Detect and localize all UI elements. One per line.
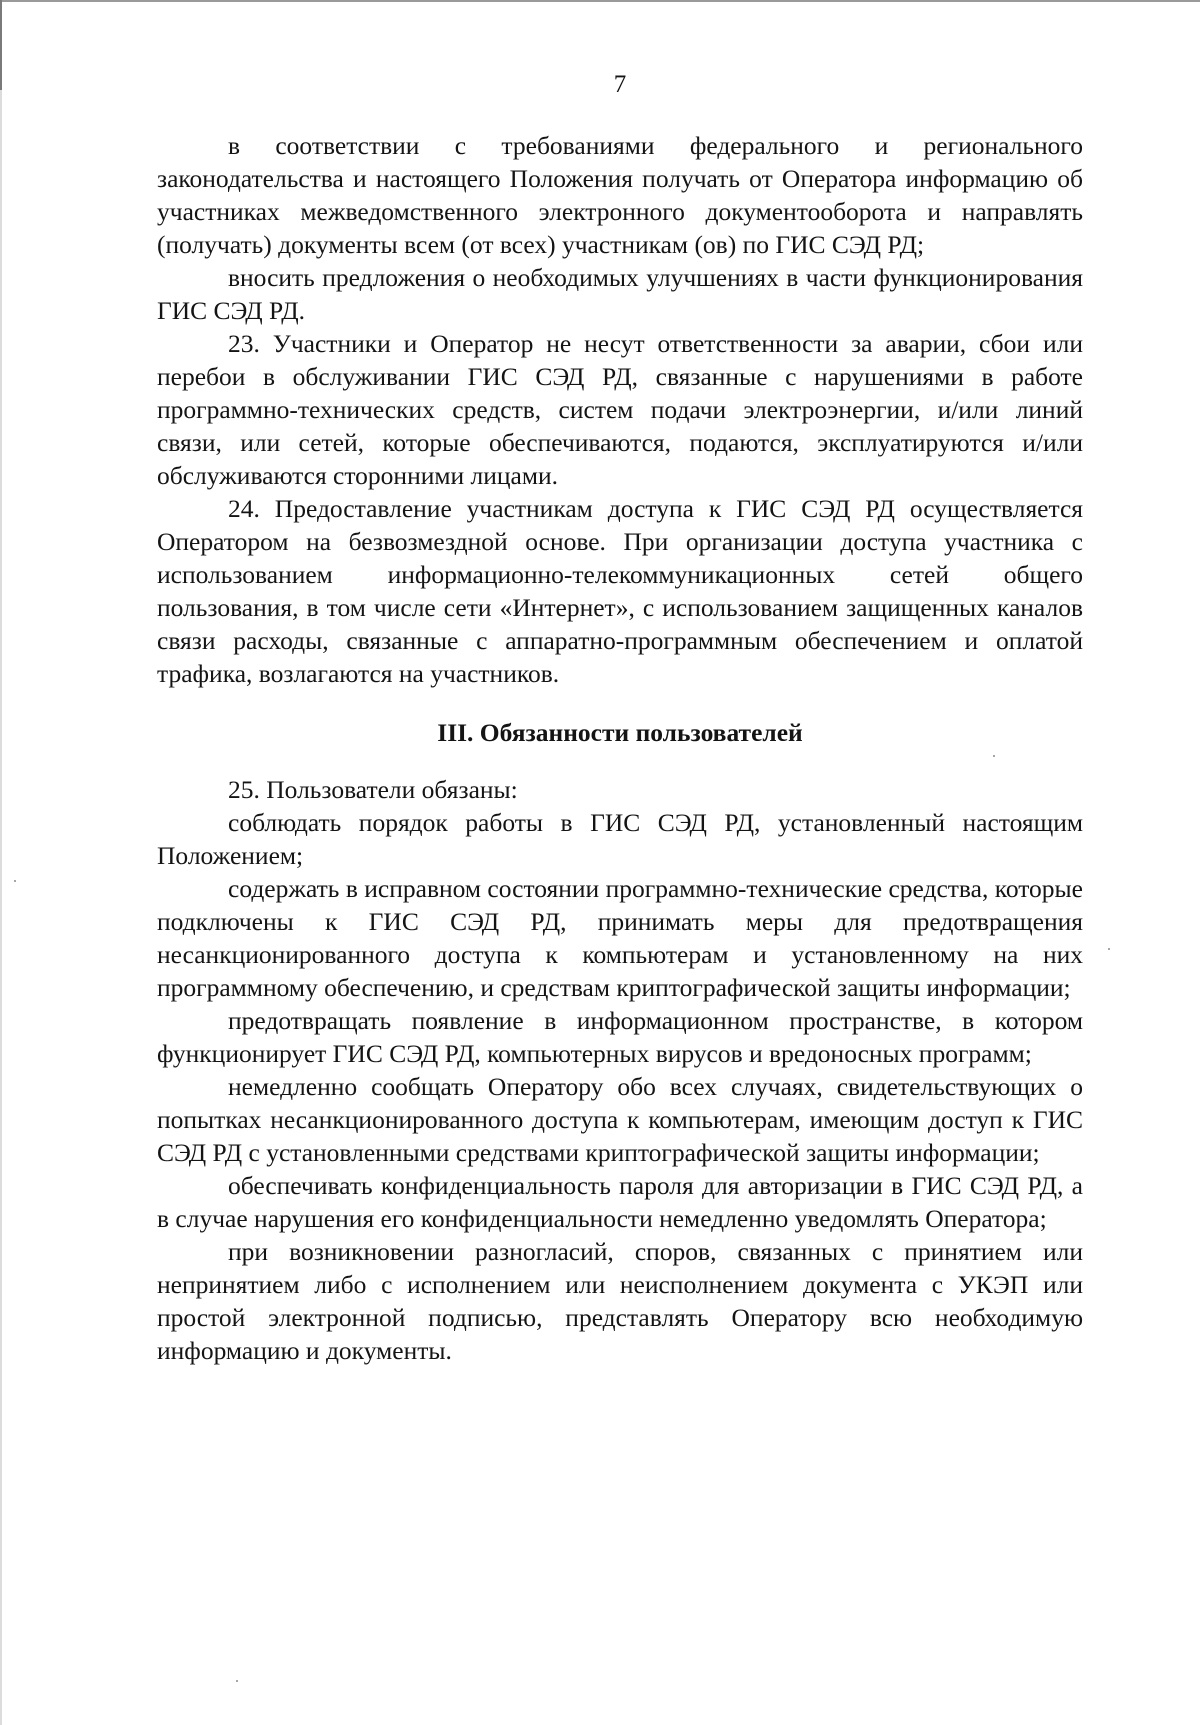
paragraph-item-23: 23. Участники и Оператор не несут ответственности за аварии, сбои или перебои в обслуживании ГИС СЭД РД, связанные с нарушениями в работе программно-технических средств, систем подачи электроэнергии, и/или линий связи, или сетей, которые обеспечиваются, подаются, эксплуатируются и/или обслуживаются сторонними лицами.: [157, 329, 1083, 490]
paragraph-item-24: 24. Предоставление участникам доступа к ГИС СЭД РД осуществляется Оператором на безвозмездной основе. При организации доступа участника с использованием информационно-телекоммуникационных сетей общего пользования, в том числе сети «Интернет», с использованием защищенных каналов связи расходы, связанные с аппаратно-программным обеспечением и оплатой трафика, возлагаются на участников.: [157, 494, 1083, 688]
scan-speck: [1108, 948, 1110, 950]
paragraph: соблюдать порядок работы в ГИС СЭД РД, установленный настоящим Положением;: [157, 808, 1083, 870]
paragraph: вносить предложения о необходимых улучшениях в части функционирования ГИС СЭД РД.: [157, 263, 1083, 325]
document-body: [157, 129, 1083, 1367]
paragraph: предотвращать появление в информационном пространстве, в котором функционирует ГИС СЭД РД, компьютерных вирусов и вредоносных программ;: [157, 1006, 1083, 1068]
paragraph: при возникновении разногласий, споров, связанных с принятием или непринятием либо с исполнением или неисполнением документа с УКЭП или простой электронной подписью, представлять Оператору всю необходимую информацию и документы.: [157, 1237, 1083, 1365]
scan-edge-top: [0, 0, 1200, 2]
page-number: 7: [613, 71, 627, 98]
section-heading: III. Обязанности пользователей: [437, 718, 803, 747]
paragraph: в соответствии с требованиями федерального и регионального законодательства и настоящего Положения получать от Оператора информацию об участниках межведомственного электронного документооборота и направлять (получать) документы всем (от всех) участникам (ов) по ГИС СЭД РД;: [157, 131, 1083, 259]
paragraph: содержать в исправном состоянии программно-технические средства, которые подключены к ГИС СЭД РД, принимать меры для предотвращения несанкционированного доступа к компьютерам и установленному на них программному обеспечению, и средствам криптографической защиты информации;: [157, 874, 1083, 1002]
scan-speck: [14, 880, 16, 882]
scan-speck: [236, 1680, 238, 1682]
paragraph: немедленно сообщать Оператору обо всех случаях, свидетельствующих о попытках несанкционированного доступа к компьютерам, имеющим доступ к ГИС СЭД РД с установленными средствами криптографической защиты информации;: [157, 1072, 1083, 1167]
paragraph-item-25: 25. Пользователи обязаны:: [228, 775, 518, 804]
scan-edge-left: [0, 0, 2, 1725]
paragraph: обеспечивать конфиденциальность пароля для авторизации в ГИС СЭД РД, а в случае нарушения его конфиденциальности немедленно уведомлять Оператора;: [157, 1171, 1083, 1233]
